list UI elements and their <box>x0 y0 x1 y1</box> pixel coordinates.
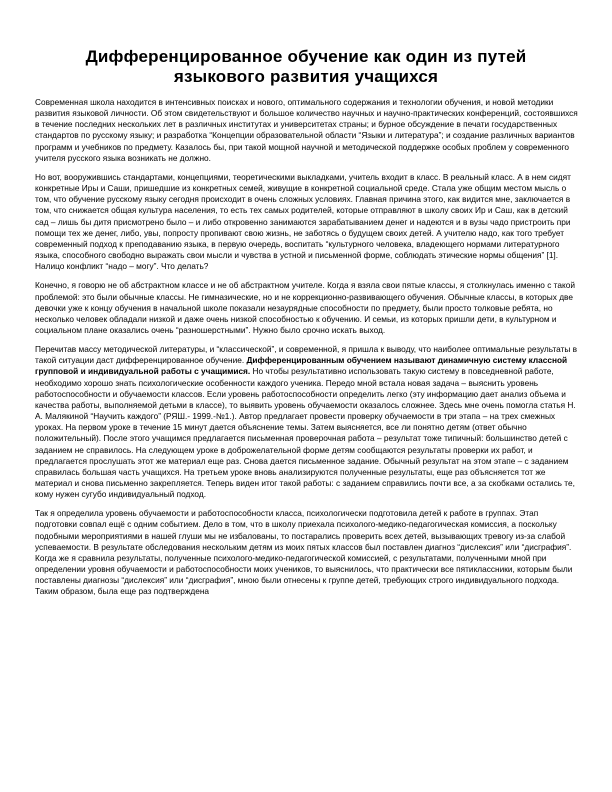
paragraph-5: Так я определила уровень обучаемости и работоспособности класса, психологически подготовила детей к работе в группах. Этап подготовки совпал ещё с одним событием. Дело в том, что в школу приехала психолого-медико-педагогическая комиссия, а поскольку подобными мероприятиями в нашей глуши мы не избалованы, то постарались проверить всех детей, вызывающих тревогу из-за слабой успеваемости. В результате обследования нескольким детям из моих пятых классов был поставлен диагноз “дислексия” или “дисграфия”. Когда же я сравнила результаты, полученные психолого-медико-педагогической комиссией, с результатами, полученными мной при определении уровня обучаемости и работоспособности моих учеников, то выяснилось, что практически все пятиклассники, которым были поставлены диагнозы “дислексия” или “дисграфия”, мною были отнесены к группе детей, требующих строго индивидуального подхода. Таким образом, была еще раз подтверждена <box>35 508 573 597</box>
paragraph-4-rest: Но чтобы результативно использовать такую систему в повседневной работе, необходимо хорошо знать психологические особенности каждого ученика. Передо мной встала новая задача – выяснить уровень работоспособности и обучаемости классов. Если уровень работоспособности определить легко (эту информацию дает анализ объема и качества работы, выполняемой детьми в классе), то выявить уровень обучаемости оказалось сложнее. Здесь мне очень помогла статья Н. А. Малякиной “Научить каждого” (РЯШ.- 1999.-№1.). Автор предлагает провести проверку обучаемости в три этапа – на трех смежных уроках. На первом уроке в течение 15 минут дается объяснение темы. Затем выясняется, все ли понятно детям (ответ обычно положительный). После этого учащимся предлагается письменная проверочная работа – результат тоже типичный: большинство детей с заданием не справилось. На следующем уроке в доброжелательной форме детям сообщаются результаты проверки их работ, и предлагается прослушать этот же материал еще раз. Снова дается письменное задание. Обычный результат на этом этапе – с заданием справилась большая часть учащихся. На третьем уроке вновь анализируются полученные результаты, еще раз объясняется тот же материал и снова письменно закрепляется. Теперь виден итог такой работы: с заданием справились почти все, а за скобками остались те, кому нужен сугубо индивидуальный подход. <box>35 366 576 500</box>
article-body <box>35 97 581 606</box>
paragraph-4-intro: Перечитав массу методической литературы, и “классической”, и современной, я пришла к выводу, что наиболее оптимальные результаты в такой ситуации даст дифференцированное обучение. <box>35 344 578 366</box>
page-title: Дифференцированное обучение как один из путей языкового развития учащихся <box>85 47 527 86</box>
paragraph-2: Но вот, вооружившись стандартами, концепциями, теоретическими выкладками, учитель входит в класс. В реальный класс. А в нем сидят конкретные Иры и Саши, пришедшие из конкретных семей, живущие в конкретной социальной среде. Стала уже общим местом мысль о том, что обучение русскому языку сегодня происходит в очень сложных условиях. Главная причина этого, как видится мне, заключается в том, что снижается общая культура населения, то есть тех самых родителей, которые отправляют в школу своих Ир и Саш, как в детский сад – лишь бы дитя присмотрено было – и либо откровенно занимаются зарабатыванием денег и надеются и в вузы чадо пристроить при помощи тех же денег, либо, увы, попросту пропивают свою жизнь, не заботясь о будущем своих детей. А учителю надо, как того требует современный подход к преподаванию языка, в первую очередь, воспитать “культурного человека, владеющего нормами литературного языка, способного свободно выражать свои мысли и чувства в устной и письменной форме, соблюдать этические нормы общения” [1]. Налицо конфликт “надо – могу”. Что делать? <box>35 171 571 272</box>
paragraph-1: Современная школа находится в интенсивных поисках и нового, оптимального содержания и технологии обучения, и новой методики развития языковой личности. Об этом свидетельствуют и большое количество научных и научно-практических конференций, состоявшихся в течение последних нескольких лет в различных институтах и университетах страны; и бурное обсуждение в печати государственных стандартов по русскому языку; и разработка “Концепции образовательной области “Языки и литература”; и создание различных вариантов программ и учебников по предмету. Казалось бы, при такой мощной научной и методической поддержке особых проблем у современного учителя русского языка возникать не должно. <box>35 97 578 163</box>
paragraph-4 <box>35 344 581 500</box>
definition-bold-text: Дифференцированным обучением называют динамичную систему классной групповой и индивидуальной работы с учащимися. <box>35 355 568 377</box>
paragraph-3: Конечно, я говорю не об абстрактном классе и не об абстрактном учителе. Когда я взяла свои пятые классы, я столкнулась именно с такой проблемой: это были обычные классы. Не гимназические, но и не коррекционно-развивающего обучения. Обычные классы, в которых две девочки уже к концу обучения в начальной школе показали незаурядные способности по предмету, были просто толковые ребята, но несколько человек обладали низкой и даже очень низкой способностью к обучению. И семьи, из которых пришли дети, в культурном и социальном плане оказались очень “разношерстными”. Нужно было срочно искать выход. <box>35 280 575 335</box>
